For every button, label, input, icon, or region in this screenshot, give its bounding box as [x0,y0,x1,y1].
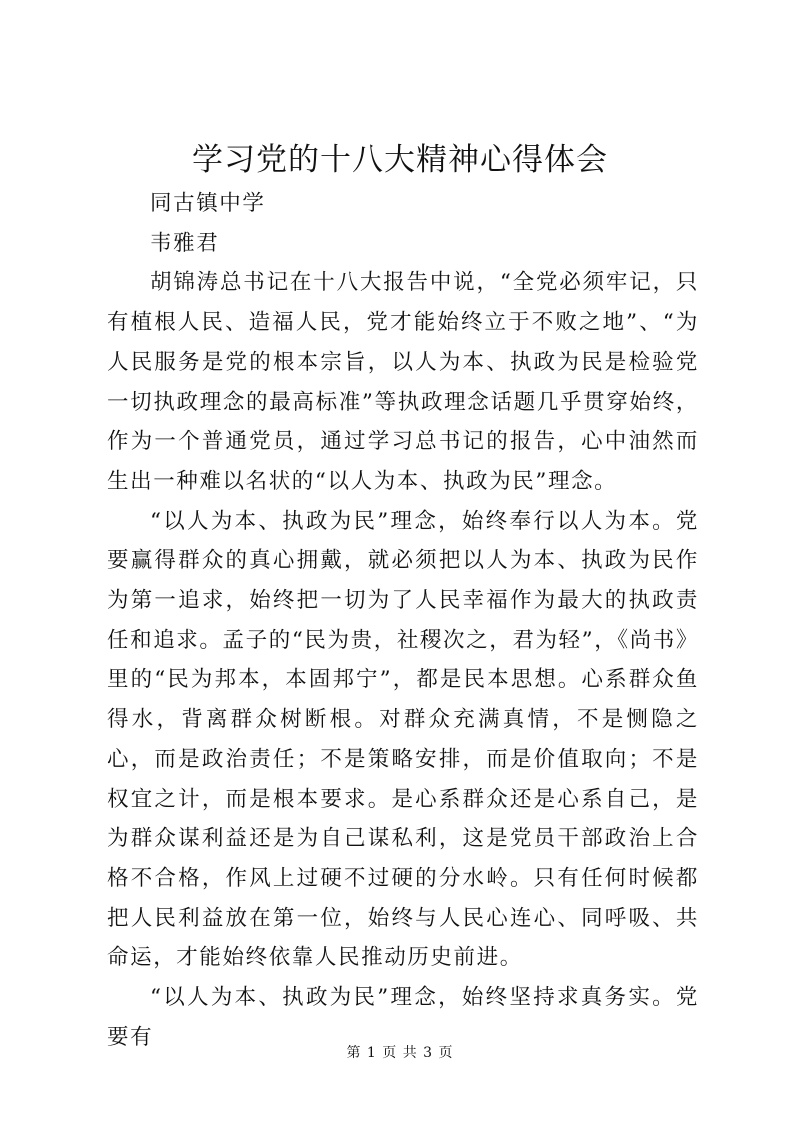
paragraph-2: “以人为本、执政为民”理念，始终奉行以人为本。党要赢得群众的真心拥戴，就必须把以人为本、执政为民作为第一追求，始终把一切为了人民幸福作为最大的执政责任和追求。孟子的“民为贵，社稷次之，君为轻”，《尚书》里的“民为邦本，本固邦宁”，都是民本思想。心系群众鱼得水，背离群众树断根。对群众充满真情，不是恻隐之心，而是政治责任；不是策略安排，而是价值取向；不是权宜之计，而是根本要求。是心系群众还是心系自己，是为群众谋利益还是为自己谋私利，这是党员干部政治上合格不合格，作风上过硬不过硬的分水岭。只有任何时候都把人民利益放在第一位，始终与人民心连心、同呼吸、共命运，才能始终依靠人民推动历史前进。 [107,508,699,971]
document-title: 学习党的十八大精神心得体会 [192,142,608,178]
school-name: 同古镇中学 [150,191,266,216]
paragraph-3: “以人为本、执政为民”理念，始终坚持求真务实。党要有 [107,985,699,1050]
paragraph-1: 胡锦涛总书记在十八大报告中说，“全党必须牢记，只有植根人民、造福人民，党才能始终立于不败之地”、“为人民服务是党的根本宗旨，以人为本、执政为民是检验党一切执政理念的最高标准”等执政理念话题几乎贯穿始终，作为一个普通党员，通过学习总书记的报告，心中油然而生出一种难以名状的“以人为本、执政为民”理念。 [107,270,699,494]
page-footer: 第 1 页 共 3 页 [346,1045,454,1061]
document-body [107,184,699,1057]
author-name: 韦雅君 [150,230,220,256]
